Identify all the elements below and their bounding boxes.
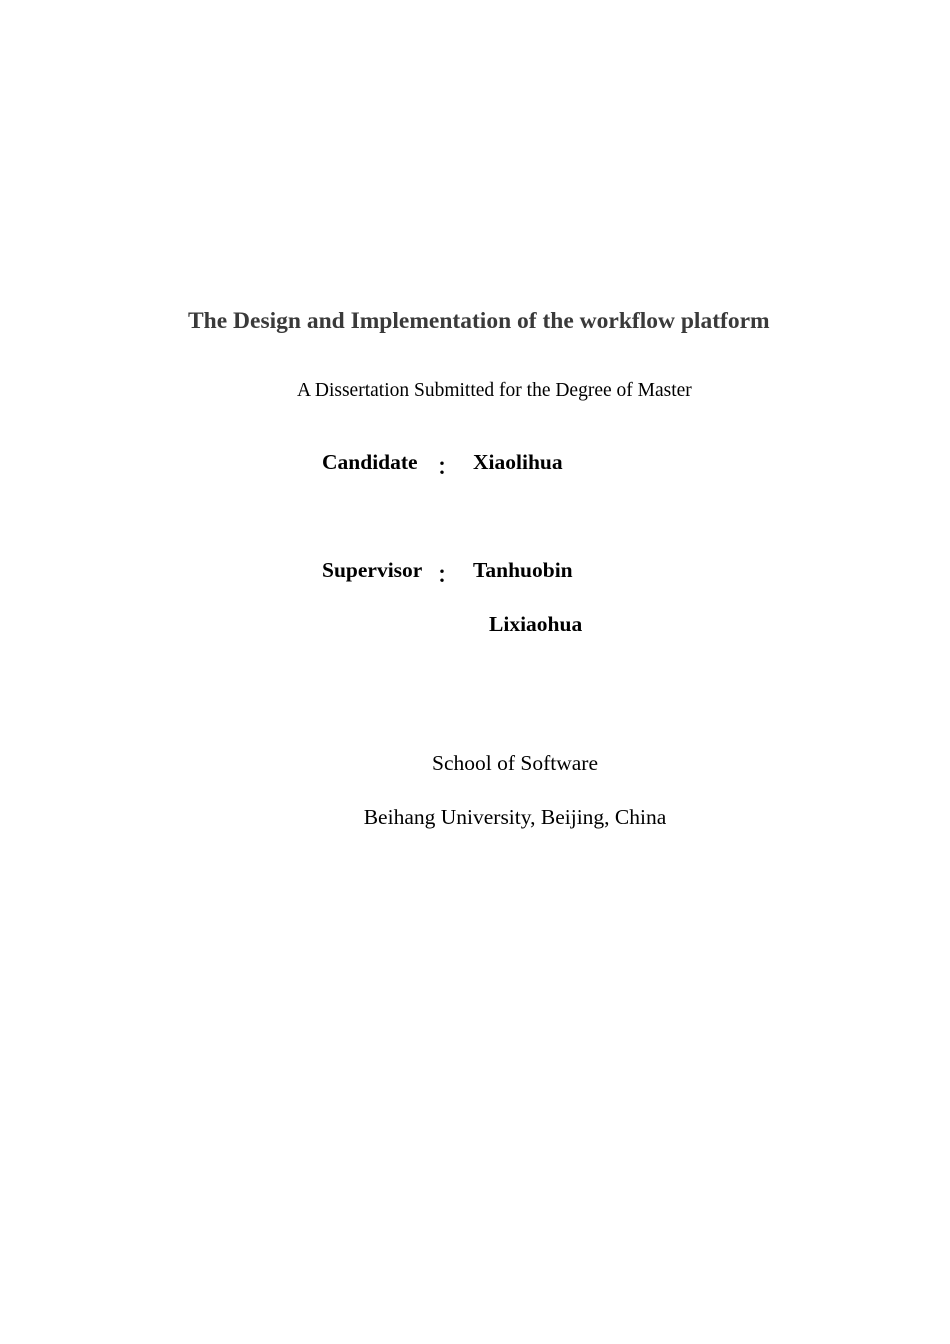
supervisor-name-2: Lixiaohua (489, 612, 583, 636)
candidate-colon: ： (437, 455, 459, 479)
supervisor-colon: ： (437, 563, 459, 587)
degree-statement: A Dissertation Submitted for the Degree of Master (297, 380, 692, 401)
school-name: School of Software (432, 751, 598, 775)
candidate-name: Xiaolihua (473, 450, 563, 474)
supervisor-label: Supervisor (322, 558, 423, 582)
dissertation-title: The Design and Implementation of the workflow platform (188, 308, 770, 334)
university-name: Beihang University, Beijing, China (363, 805, 667, 829)
candidate-label: Candidate (322, 450, 418, 474)
supervisor-name-1: Tanhuobin (473, 558, 573, 582)
